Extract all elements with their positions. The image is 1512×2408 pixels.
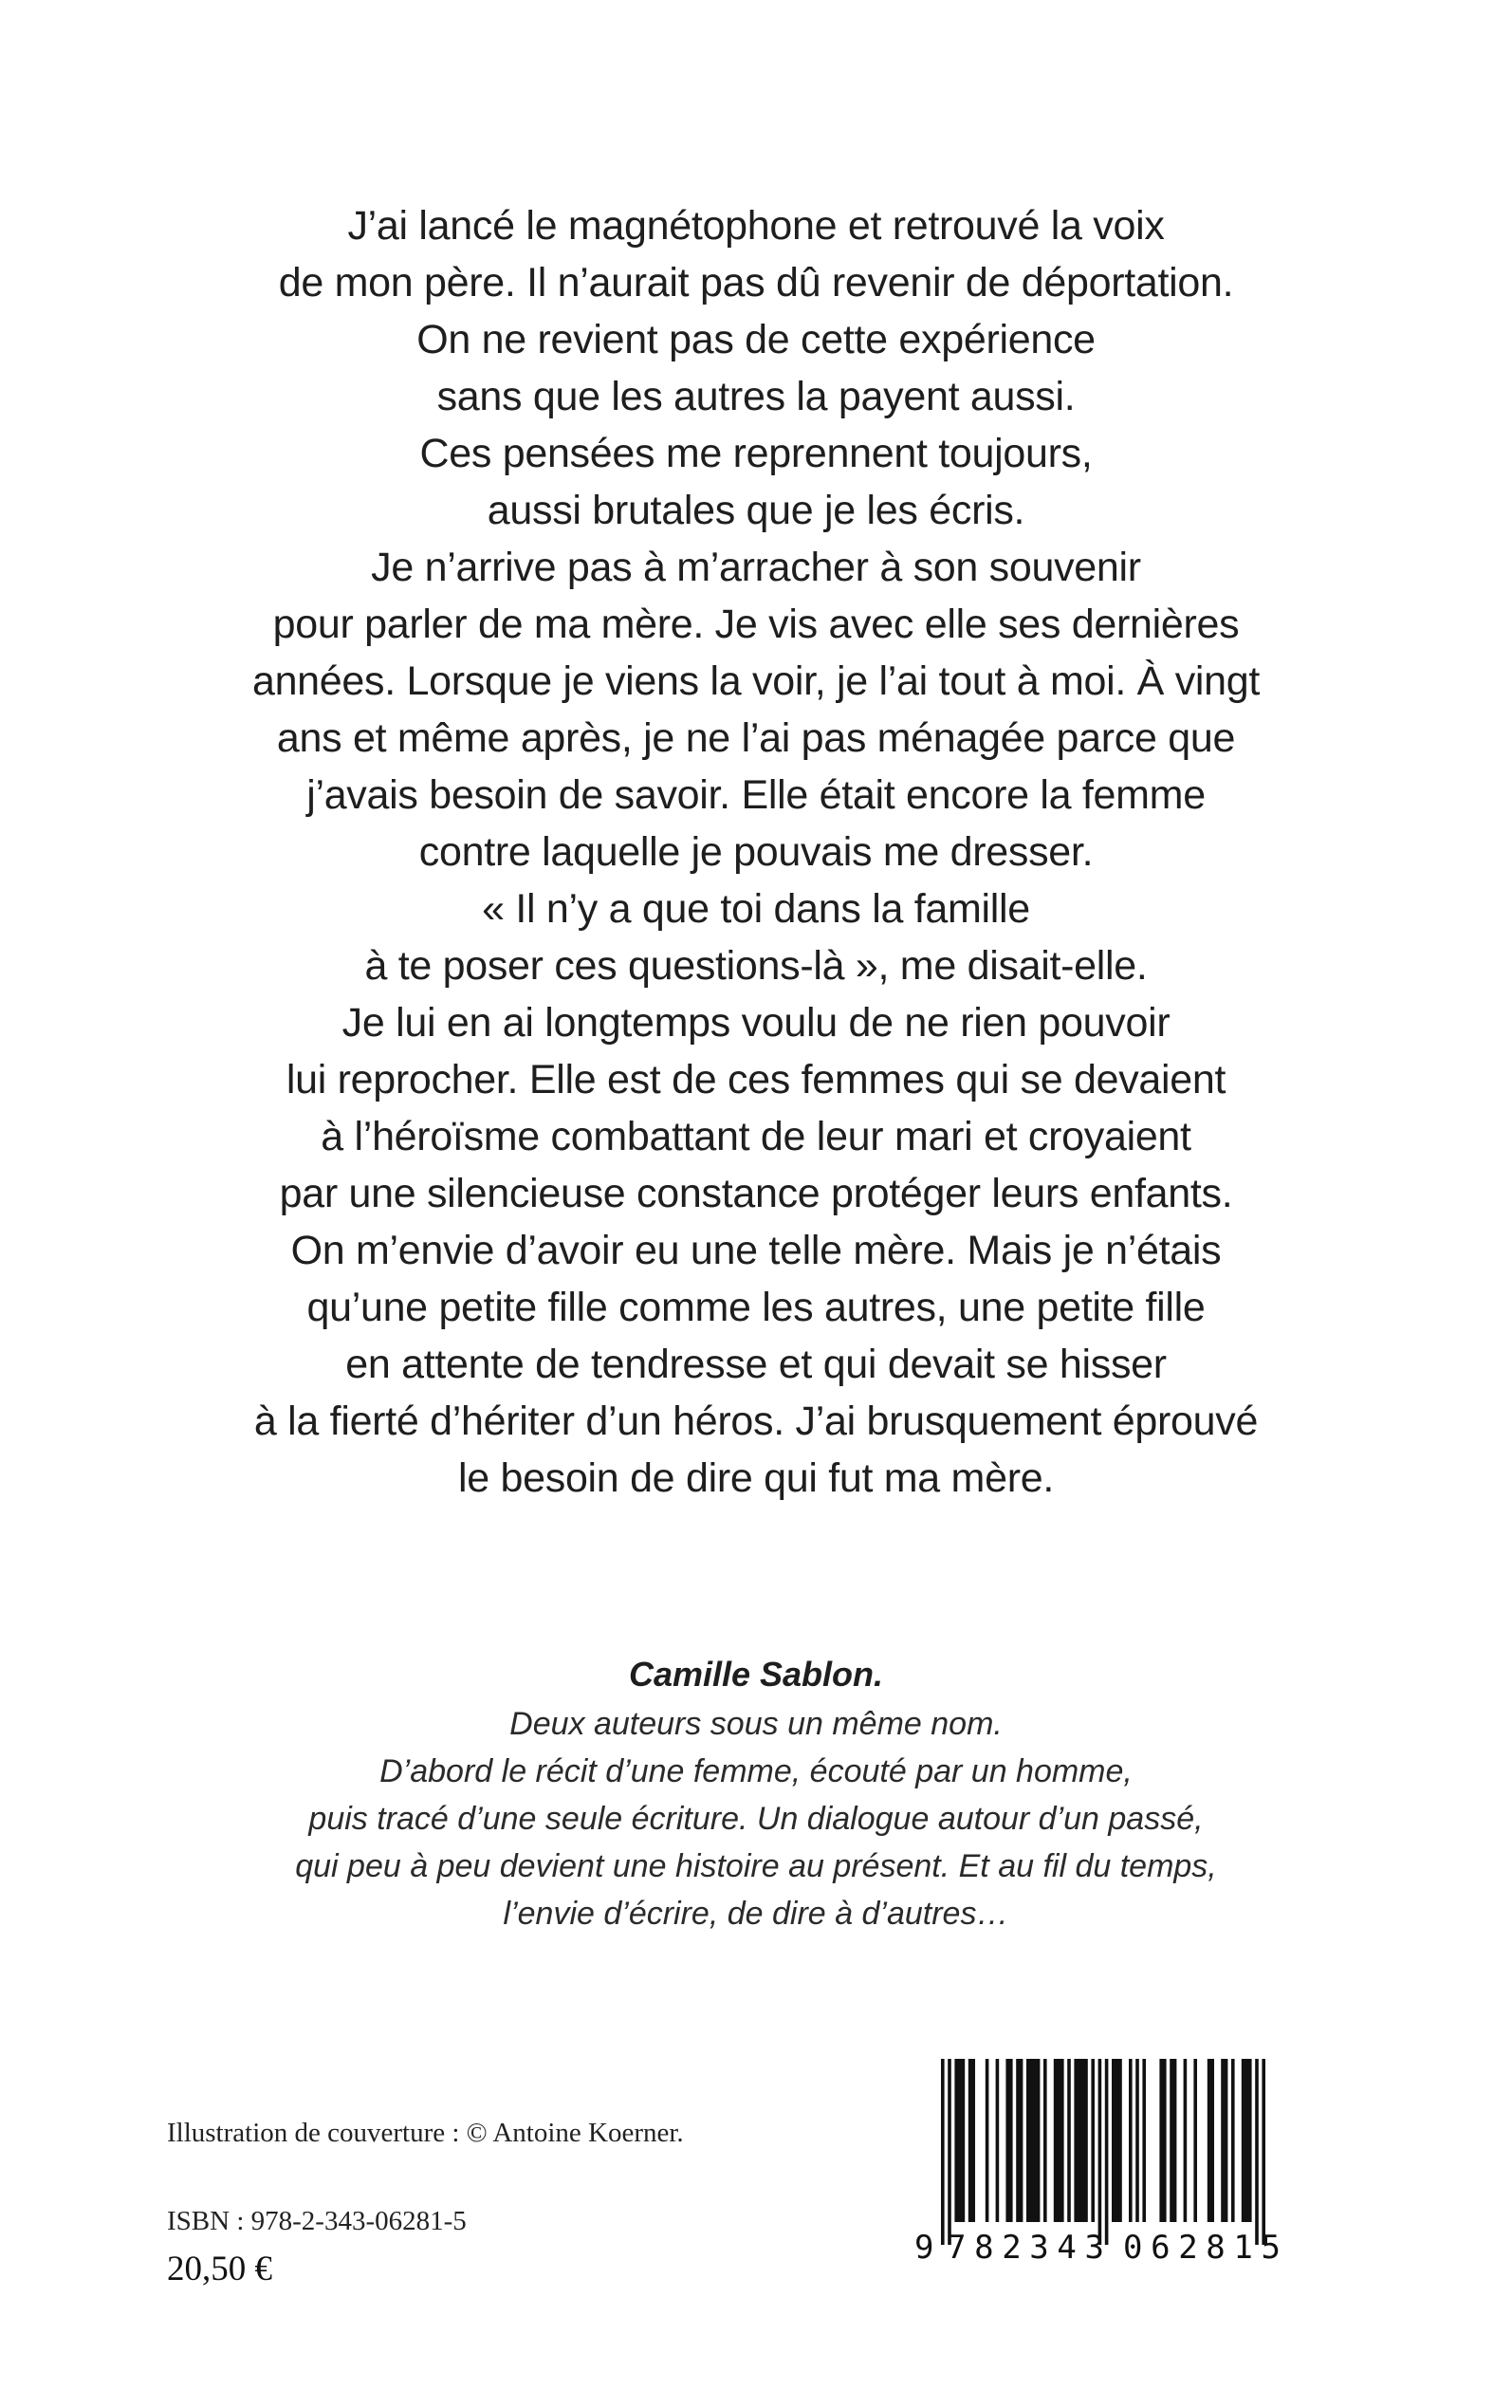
- barcode-guard-bar: [1098, 2059, 1102, 2245]
- barcode-bar: [986, 2059, 989, 2222]
- blurb-line: « Il n’y a que toi dans la famille: [482, 886, 1030, 932]
- barcode-digit-first: 9: [914, 2229, 934, 2266]
- blurb-line: lui reprocher. Elle est de ces femmes qui se devaient: [286, 1057, 1226, 1102]
- barcode-bar: [1026, 2059, 1040, 2222]
- author-name: Camille Sablon.: [628, 1655, 884, 1694]
- blurb-line: en attente de tendresse et qui devait se hisser: [345, 1342, 1167, 1387]
- author-bio-line: l’envie d’écrire, de dire à d’autres…: [503, 1896, 1009, 1932]
- author-bio-line: Deux auteurs sous un même nom.: [509, 1706, 1003, 1742]
- barcode-bar: [1091, 2059, 1095, 2222]
- barcode-bar: [1067, 2059, 1071, 2222]
- author-bio-line: qui peu à peu devient une histoire au présent. Et au fil du temps,: [295, 1848, 1217, 1884]
- barcode-bar: [1129, 2059, 1133, 2222]
- blurb-line: Je lui en ai longtemps voulu de ne rien pouvoir: [341, 1000, 1171, 1046]
- blurb-line: Ces pensées me reprennent toujours,: [419, 431, 1093, 476]
- author-bio: [0, 1649, 1512, 1937]
- barcode-bar: [1184, 2059, 1188, 2222]
- blurb-line: qu’une petite fille comme les autres, une petite fille: [306, 1285, 1206, 1330]
- barcode-bar: [1231, 2059, 1235, 2222]
- blurb-line: contre laquelle je pouvais me dresser.: [418, 829, 1094, 875]
- blurb-line: à l’héroïsme combattant de leur mari et croyaient: [321, 1114, 1191, 1159]
- back-cover-blurb: [0, 197, 1512, 1507]
- blurb-line: à te poser ces questions-là », me disait-elle.: [364, 943, 1148, 989]
- blurb-line: pour parler de ma mère. Je vis avec elle ses dernières: [272, 602, 1240, 647]
- isbn-label: ISBN : 978-2-343-06281-5: [167, 2206, 467, 2236]
- blurb-line: ans et même après, je ne l’ai pas ménagée parce que: [276, 715, 1236, 761]
- author-bio-line: D’abord le récit d’une femme, écouté par un homme,: [379, 1753, 1133, 1789]
- barcode-bar: [1193, 2059, 1197, 2222]
- blurb-line: aussi brutales que je les écris.: [487, 488, 1025, 533]
- barcode-bar: [1043, 2059, 1047, 2222]
- barcode-guard-bar: [1105, 2059, 1109, 2245]
- barcode-bar: [954, 2059, 965, 2222]
- barcode-guard-bar: [1262, 2059, 1265, 2245]
- barcode-digits-left: 782343: [947, 2229, 1104, 2266]
- blurb-line: j’avais besoin de savoir. Elle était encore la femme: [306, 772, 1206, 818]
- price-label: 20,50 €: [167, 2250, 272, 2288]
- barcode-bar: [968, 2059, 975, 2222]
- blurb-line: le besoin de dire qui fut ma mère.: [458, 1455, 1054, 1501]
- barcode-bar: [1221, 2059, 1227, 2222]
- author-bio-line: puis tracé d’une seule écriture. Un dialogue autour d’un passé,: [308, 1801, 1204, 1837]
- barcode-bar: [1142, 2059, 1146, 2222]
- blurb-line: par une silencieuse constance protéger leurs enfants.: [279, 1171, 1233, 1216]
- barcode-bar: [1112, 2059, 1122, 2222]
- barcode-guard-bar: [941, 2059, 945, 2245]
- blurb-line: On ne revient pas de cette expérience: [416, 317, 1096, 362]
- barcode-bar: [1054, 2059, 1064, 2222]
- barcode-guard-bar: [1255, 2059, 1259, 2245]
- barcode-bar: [1074, 2059, 1087, 2222]
- cover-illustration-credit: Illustration de couverture : © Antoine Koerner.: [167, 2118, 684, 2148]
- barcode: [909, 2055, 1311, 2266]
- blurb-line: de mon père. Il n’aurait pas dû revenir de déportation.: [278, 260, 1234, 306]
- barcode-bar: [1005, 2059, 1012, 2222]
- barcode-bar: [1242, 2059, 1252, 2222]
- barcode-bar: [1016, 2059, 1023, 2222]
- barcode-guard-bar: [948, 2059, 951, 2245]
- barcode-bar: [1135, 2059, 1139, 2222]
- blurb-line: J’ai lancé le magnétophone et retrouvé la voix: [347, 203, 1165, 249]
- barcode-digits-right: 062815: [1123, 2229, 1281, 2266]
- blurb-line: On m’envie d’avoir eu une telle mère. Mais je n’étais: [290, 1228, 1222, 1273]
- barcode-bar: [996, 2059, 1000, 2222]
- blurb-line: à la fierté d’hériter d’un héros. J’ai brusquement éprouvé: [253, 1398, 1259, 1444]
- blurb-line: années. Lorsque je viens la voir, je l’ai tout à moi. À vingt: [251, 658, 1261, 704]
- blurb-line: sans que les autres la payent aussi.: [436, 374, 1076, 419]
- barcode-bar: [1170, 2059, 1176, 2222]
- barcode-bar: [1208, 2059, 1214, 2222]
- barcode-bar: [1159, 2059, 1166, 2222]
- blurb-line: Je n’arrive pas à m’arracher à son souvenir: [371, 545, 1141, 590]
